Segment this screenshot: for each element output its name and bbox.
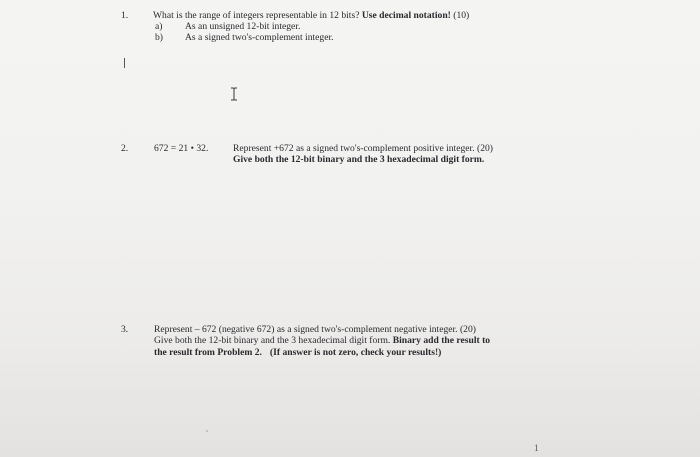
problem-3-line-2-emphasis: Binary add the result to <box>392 335 491 346</box>
paper-speck <box>206 430 208 432</box>
problem-1-question-emphasis: Use decimal notation! <box>361 10 451 21</box>
problem-1-part-a-label: a) <box>155 21 163 32</box>
problem-1-part-b-label: b) <box>155 32 163 43</box>
page-number: 1 <box>534 443 539 454</box>
text-cursor-icon <box>229 87 239 101</box>
problem-2-line-2: Give both the 12-bit binary and the 3 hexadecimal digit form. <box>233 154 485 165</box>
problem-1-part-a-text: As an unsigned 12-bit integer. <box>185 21 301 32</box>
vertical-line-mark <box>124 58 125 68</box>
problem-1-part-b-text: As a signed two's-complement integer. <box>185 32 334 43</box>
problem-3-line-3 <box>154 347 441 358</box>
problem-3-line-3-part-b: (If answer is not zero, check your results!) <box>269 347 442 358</box>
problem-3-line-1: Represent – 672 (negative 672) as a signed two's-complement negative integer. (20) <box>154 324 476 335</box>
problem-1-number: 1. <box>121 10 129 21</box>
problem-3-line-2-text: Give both the 12-bit binary and the 3 hexadecimal digit form. <box>154 335 393 346</box>
problem-1-question <box>153 10 469 21</box>
problem-3-line-2 <box>154 335 490 346</box>
problem-3-number: 3. <box>121 324 129 335</box>
problem-2-line-1: Represent +672 as a signed two's-complement positive integer. (20) <box>233 143 493 154</box>
problem-1-question-text: What is the range of integers representable in 12 bits? <box>153 10 362 21</box>
problem-1-points: (10) <box>450 10 470 21</box>
problem-2-factorization: 672 = 21 • 32. <box>154 143 209 154</box>
problem-2-number: 2. <box>121 143 129 154</box>
problem-3-line-3-part-a: the result from Problem 2. <box>154 347 262 358</box>
